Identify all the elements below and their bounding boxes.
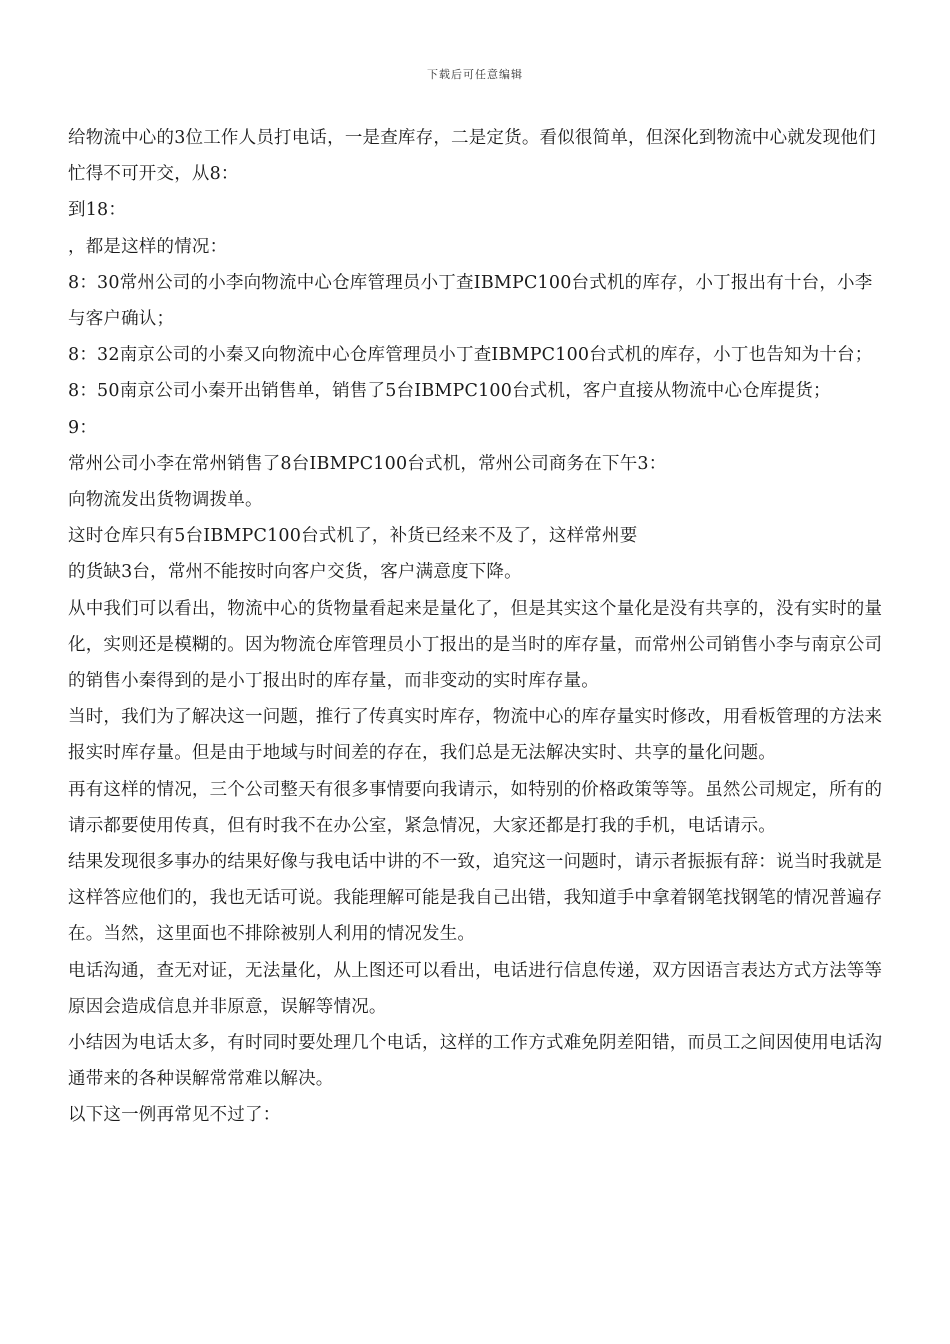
paragraph: ，都是这样的情况：: [68, 236, 228, 257]
paragraph: 结果发现很多事办的结果好像与我电话中讲的不一致，追究这一问题时，请示者振振有辞：说当时我就是这样答应他们的，我也无话可说。我能理解可能是我自己出错，我知道手中拿着钢笔找钢笔的情况普遍存在。当然，这里面也不排除被别人利用的情况发生。: [68, 852, 883, 945]
paragraph: 这时仓库只有5台IBMPC100台式机了，补货已经来不及了，这样常州要: [68, 526, 638, 547]
page-header: 下载后可任意编辑: [427, 68, 523, 81]
document-body: [68, 120, 884, 1134]
paragraph: 的货缺3台，常州不能按时向客户交货，客户满意度下降。: [68, 562, 522, 583]
paragraph: 8：32南京公司的小秦又向物流中心仓库管理员小丁查IBMPC100台式机的库存，小丁也告知为十台；: [68, 345, 873, 366]
paragraph: 给物流中心的3位工作人员打电话，一是查库存，二是定货。看似很简单，但深化到物流中心就发现他们忙得不可开交，从8：: [68, 128, 876, 185]
paragraph: 9：: [68, 417, 98, 438]
paragraph: 以下这一例再常见不过了：: [68, 1105, 281, 1126]
paragraph: 到18：: [68, 200, 127, 221]
paragraph: 从中我们可以看出，物流中心的货物量看起来是量化了，但是其实这个量化是没有共享的，没有实时的量化，实则还是模糊的。因为物流仓库管理员小丁报出的是当时的库存量，而常州公司销售小李与南京公司的销售小秦得到的是小丁报出时的库存量，而非变动的实时库存量。: [68, 598, 883, 692]
paragraph: 8：50南京公司小秦开出销售单，销售了5台IBMPC100台式机，客户直接从物流中心仓库提货；: [68, 381, 831, 402]
paragraph: 再有这样的情况，三个公司整天有很多事情要向我请示，如特别的价格政策等等。虽然公司规定，所有的请示都要使用传真，但有时我不在办公室，紧急情况，大家还都是打我的手机，电话请示。: [68, 779, 883, 836]
paragraph: 当时，我们为了解决这一问题，推行了传真实时库存，物流中心的库存量实时修改，用看板管理的方法来报实时库存量。但是由于地域与时间差的存在，我们总是无法解决实时、共享的量化问题。: [68, 707, 883, 764]
paragraph: 常州公司小李在常州销售了8台IBMPC100台式机，常州公司商务在下午3：: [68, 453, 667, 474]
paragraph: 向物流发出货物调拨单。: [68, 490, 263, 511]
paragraph: 小结因为电话太多，有时同时要处理几个电话，这样的工作方式难免阴差阳错，而员工之间因使用电话沟通带来的各种误解常常难以解决。: [68, 1033, 883, 1090]
paragraph: 电话沟通，查无对证，无法量化，从上图还可以看出，电话进行信息传递，双方因语言表达方式方法等等原因会造成信息并非原意，误解等情况。: [68, 960, 883, 1017]
paragraph: 8：30常州公司的小李向物流中心仓库管理员小丁查IBMPC100台式机的库存，小丁报出有十台，小李与客户确认；: [68, 272, 873, 330]
